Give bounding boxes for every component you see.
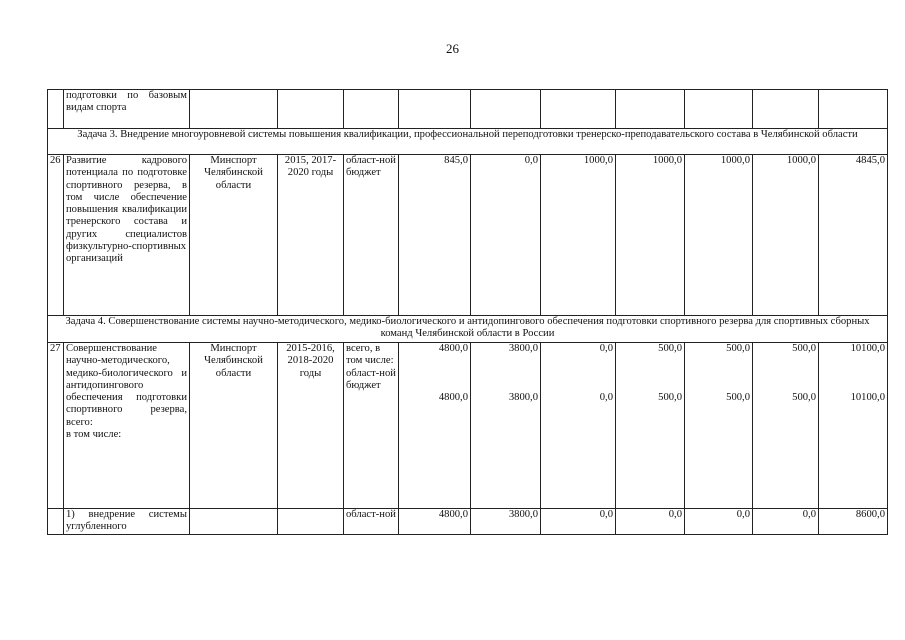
- cell-value: 500,0 500,0: [753, 343, 819, 509]
- cell-value: 500,0 500,0: [685, 343, 753, 509]
- cell-value: 3800,0: [471, 509, 541, 535]
- cell-years: 2015, 2017-2020 годы: [278, 155, 344, 316]
- cell-source: област-ной: [344, 509, 399, 535]
- program-table: [47, 89, 888, 535]
- cell-value: 500,0 500,0: [616, 343, 685, 509]
- cell-total: 8600,0: [819, 509, 888, 535]
- cell-value: 0,0 0,0: [541, 343, 616, 509]
- source-budget: област-ной бюджет: [346, 367, 396, 391]
- table-row-27-1: [48, 509, 888, 535]
- cell-value: 3800,0 3800,0: [471, 343, 541, 509]
- cell-years: 2015-2016, 2018-2020 годы: [278, 343, 344, 509]
- cell-value: 1000,0: [616, 155, 685, 316]
- table-row-27: [48, 343, 888, 509]
- cell-value: 1000,0: [753, 155, 819, 316]
- cell-value: 0,0: [541, 509, 616, 535]
- cell-name: 1) внедрение системы углубленного: [64, 509, 190, 535]
- cell-name: Развитие кадрового потенциала по подготовке спортивного резерва, в том числе обеспечение повышения квалификации тренерского состава и других специалистов физкультурно-спортивных организаций: [64, 155, 190, 316]
- cell-value: 1000,0: [685, 155, 753, 316]
- cell-value: 4800,0 4800,0: [399, 343, 471, 509]
- source-total: всего, в том числе:: [346, 343, 394, 367]
- row27-name-sub: в том числе:: [66, 429, 122, 441]
- cell-value: 845,0: [399, 155, 471, 316]
- cell-executor: Минспорт Челябинской области: [190, 343, 278, 509]
- cell-num: [48, 90, 64, 129]
- task-4-header-row: [48, 316, 888, 343]
- task-3-header-row: [48, 129, 888, 155]
- task-3-title: Задача 3. Внедрение многоуровневой системы повышения квалификации, профессиональной переподготовки тренерско-преподавательского состава в Челябинской области: [48, 129, 888, 155]
- cell-value: 0,0: [753, 509, 819, 535]
- cell-value: 0,0: [616, 509, 685, 535]
- cell-value: 0,0: [685, 509, 753, 535]
- cell-num: [48, 509, 64, 535]
- cell-source: област-ной бюджет: [344, 155, 399, 316]
- row27-name: Совершенствование научно-методического, медико-биологического и антидопингового обеспечения подготовки спортивного резерва, всего:: [66, 343, 187, 428]
- task-4-title: Задача 4. Совершенствование системы научно-методического, медико-биологического и антидопингового обеспечения подготовки спортивного резерва для спортивных сборных команд Челябинской области в России: [48, 316, 888, 343]
- cell-total: 10100,0 10100,0: [819, 343, 888, 509]
- cell-name: подготовки по базовым видам спорта: [64, 90, 190, 129]
- cell-executor: Минспорт Челябинской области: [190, 155, 278, 316]
- page-number: 26: [446, 41, 459, 56]
- table-row-26: [48, 155, 888, 316]
- cell-value: 4800,0: [399, 509, 471, 535]
- cell-value: 1000,0: [541, 155, 616, 316]
- cell-num: 26: [48, 155, 64, 316]
- cell-source: [344, 343, 399, 509]
- table-row-continued: [48, 90, 888, 129]
- cell-value: 0,0: [471, 155, 541, 316]
- cell-total: 4845,0: [819, 155, 888, 316]
- cell-name: [64, 343, 190, 509]
- cell-num: 27: [48, 343, 64, 509]
